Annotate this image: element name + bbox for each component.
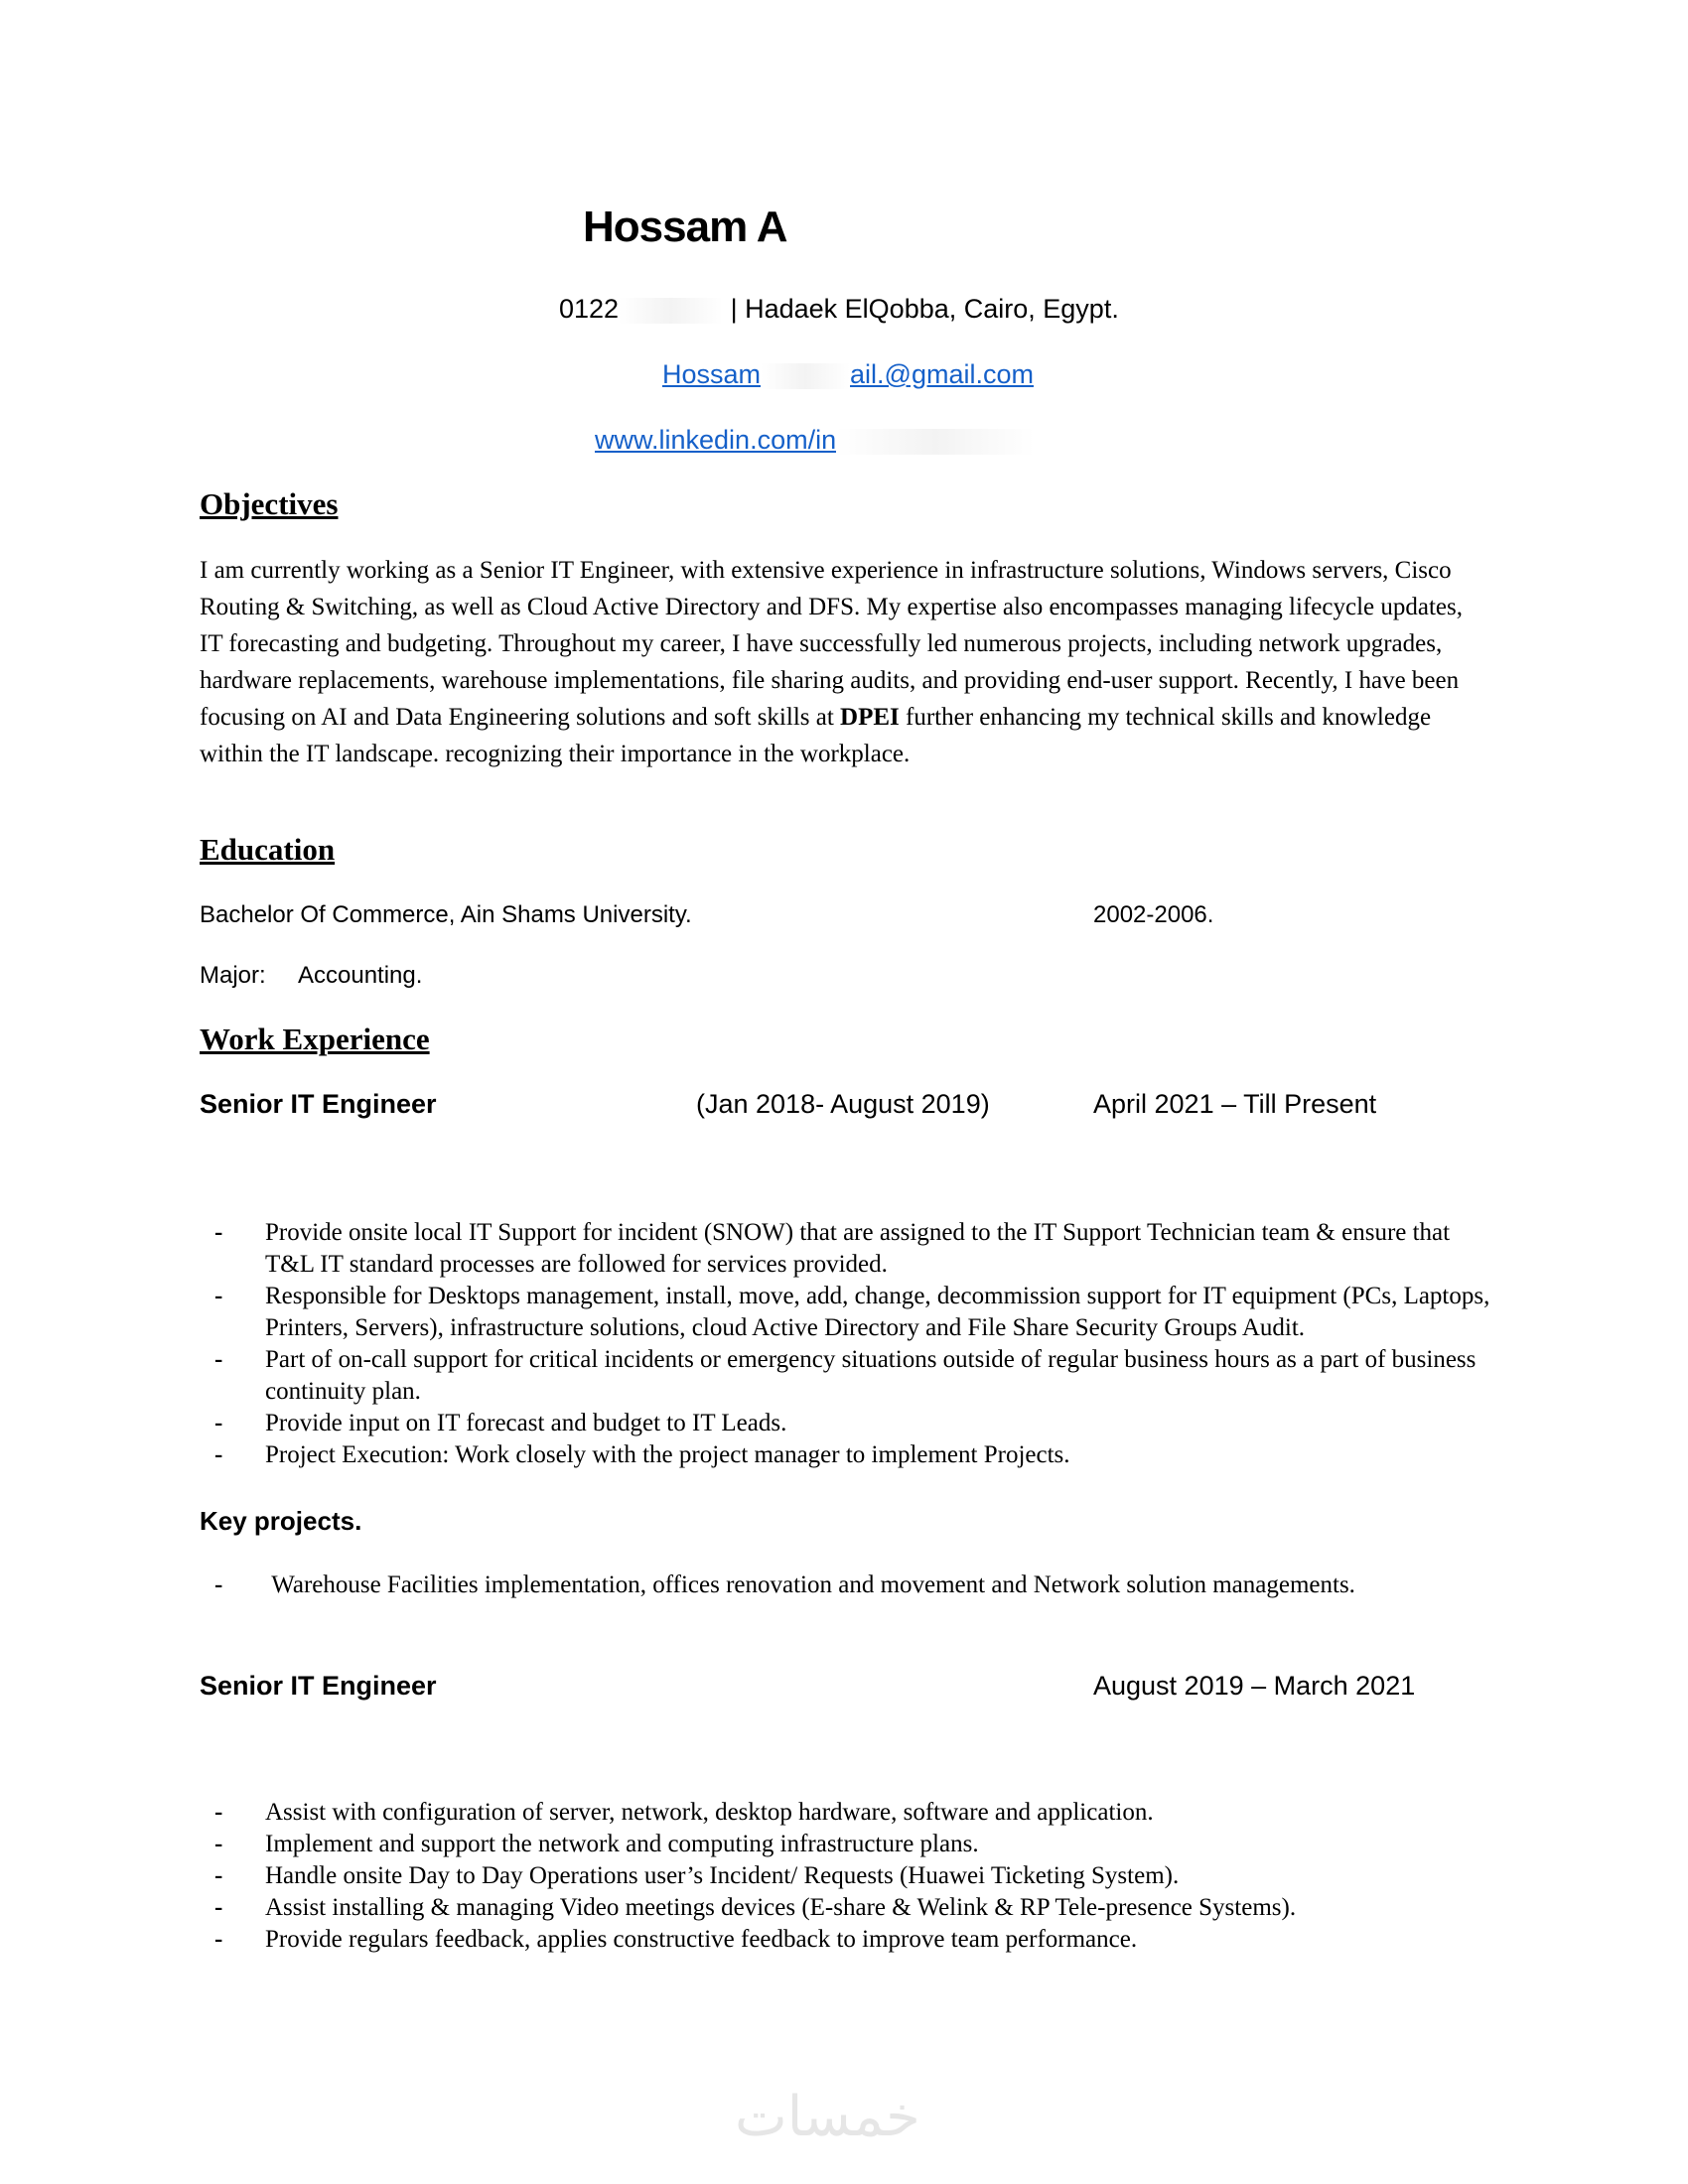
email-start[interactable]: Hossam: [662, 359, 762, 389]
objectives-bold: DPEI: [840, 704, 900, 731]
job1-title: Senior IT Engineer: [200, 1089, 437, 1119]
email-link[interactable]: [662, 359, 1034, 390]
major-label: Major:: [200, 962, 266, 989]
key-projects-list: [214, 1570, 1495, 1601]
objectives-heading: Objectives: [200, 486, 339, 521]
email-end[interactable]: ail.@gmail.com: [850, 359, 1034, 389]
job2-bullets: [214, 1797, 1495, 1956]
objectives-text-2: further enhancing my technical skills and knowledge within the IT landscape. recognizing their importance in the workplace.: [200, 704, 1432, 767]
job1-bullets: [214, 1217, 1495, 1471]
job1-dates: April 2021 – Till Present: [1093, 1089, 1377, 1119]
objectives-text: [200, 552, 1490, 772]
education-years: 2002-2006.: [1093, 901, 1214, 928]
contact-line: [559, 294, 1119, 325]
list-item: - Implement and support the network and computing infrastructure plans.: [214, 1831, 979, 1857]
list-item: - Project Execution: Work closely with the project manager to implement Projects.: [214, 1441, 1070, 1468]
key-projects-label: Key projects.: [200, 1506, 362, 1536]
job2-title: Senior IT Engineer: [200, 1671, 437, 1701]
list-item: - Provide input on IT forecast and budget to IT Leads.: [214, 1410, 787, 1436]
major: Accounting.: [298, 962, 423, 989]
degree: Bachelor Of Commerce, Ain Shams University.: [200, 901, 692, 928]
address: | Hadaek ElQobba, Cairo, Egypt.: [730, 294, 1119, 324]
work-heading: Work Experience: [200, 1022, 430, 1056]
job2-dates: August 2019 – March 2021: [1093, 1671, 1416, 1701]
linkedin-url[interactable]: www.linkedin.com/in: [595, 425, 837, 455]
list-item: - Provide regulars feedback, applies constructive feedback to improve team performance.: [214, 1926, 1138, 1953]
list-item: - Assist with configuration of server, network, desktop hardware, software and application.: [214, 1799, 1154, 1826]
candidate-name: Hossam A: [583, 203, 787, 251]
list-item: - Assist installing & managing Video meetings devices (E-share & Welink & RP Tele-presence Systems).: [214, 1894, 1297, 1921]
list-item: - Warehouse Facilities implementation, offices renovation and movement and Network solution managements.: [214, 1571, 1355, 1598]
education-heading: Education: [200, 832, 336, 867]
linkedin-link[interactable]: [595, 425, 1035, 456]
list-item: - Responsible for Desktops management, install, move, add, change, decommission support for IT equipment (PCs, Laptops, Printers, Servers), infrastructure solutions, cloud Active Directory and File Share Security Groups Audit.: [214, 1283, 1490, 1341]
watermark-logo: خمسات: [735, 2085, 920, 2149]
list-item: - Handle onsite Day to Day Operations user’s Incident/ Requests (Huawei Ticketing System).: [214, 1862, 1180, 1889]
list-item: - Provide onsite local IT Support for incident (SNOW) that are assigned to the IT Support Technician team & ensure that T&L IT standard processes are followed for services provided.: [214, 1219, 1451, 1278]
list-item: - Part of on-call support for critical incidents or emergency situations outside of regular business hours as a part of business continuity plan.: [214, 1346, 1477, 1405]
job1-prev-dates: (Jan 2018- August 2019): [696, 1089, 990, 1119]
phone: 0122: [559, 294, 620, 324]
objectives-text-1: I am currently working as a Senior IT Engineer, with extensive experience in infrastructure solutions, Windows servers, Cisco Routing & Switching, as well as Cloud Active Directory and DFS. My expertise also encompasses managing lifecycle updates, IT forecasting and budgeting. Throughout my career, I have successfully led numerous projects, including network upgrades, hardware replacements, warehouse implementations, file sharing audits, and providing end-user support. Recently, I have been focusing on AI and Data Engineering solutions and soft skills at: [200, 557, 1463, 731]
